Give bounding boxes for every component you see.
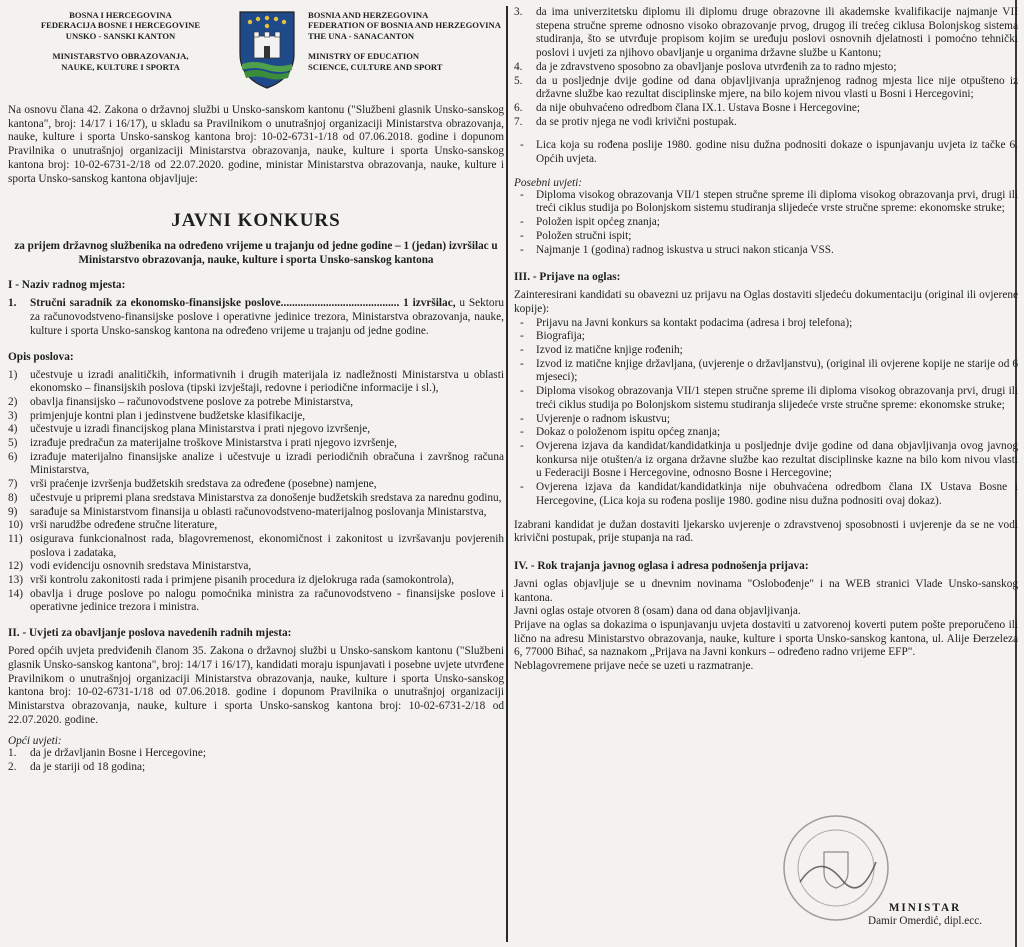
section-4-p1: Javni oglas objavljuje se u dnevnim novinama "Oslobođenje" i na WEB stranici Vlade Unsko-sanskog kantona. <box>514 577 1018 604</box>
list-item: 2. da je stariji od 18 godina; <box>8 761 146 774</box>
list-item: 8) učestvuje u pripremi plana sredstava Ministarstva za donošenje budžetskih sredstava za narednu godinu, <box>8 491 502 504</box>
list-item: - Biografija; <box>520 330 585 343</box>
list-item: 4. da je zdravstveno sposobno za obavljanje poslova utvrđenih za to radno mjesto; <box>514 60 897 73</box>
general-conditions-list <box>8 747 504 774</box>
list-item: - Položen stručni ispit; <box>520 229 632 242</box>
list-item: - Uvjerenje o radnom iskustvu; <box>520 412 670 425</box>
list-item: 3. da ima univerzitetsku diplomu ili diplomu druge obrazovne ili akademske kvalifikacije najmanje VII stepena stručne spreme odnosno visoko obrazovanje prvog, drugog ili trećeg ciklusa Bolonjskog sistema studiranja, što se utvrđuje propisom kojim se uređuju poslovi osnovnih djelatnosti i pomoćno tehnički poslovi i uvjeti za njihovo obavljanje u organima državne službe u Kantonu; <box>514 6 1018 60</box>
special-conditions-list <box>514 189 1018 258</box>
letterhead-right: BOSNIA AND HERZEGOVINA FEDERATION OF BOSNIA AND HERZEGOVINA THE UNA - SANACANTON MINISTRY OF EDUCATION SCIENCE, CULTURE AND SPORT <box>308 10 501 72</box>
position-description: u Sektoru za računovodstveno-finansijske poslove i operativne jedinice trezora, Ministarstva obrazovanja, nauke, kulture i sporta Unsko-sanskog kantona na određeno vrijeme u trajanju od jedne godine. <box>30 297 504 337</box>
document-title: JAVNI KONKURS <box>171 210 341 232</box>
signature-block <box>840 902 1010 928</box>
intro-paragraph: Na osnovu člana 42. Zakona o državnoj službi u Unsko-sanskom kantonu ("Službeni glasnik Unsko-sanskog kantona", broj: 14/17 i 16/17), u skladu sa Pravilnikom o unutrašnjoj organizaciji Ministarstva obrazovanja, nauke, kulture i sporta Unsko-sanskog kantona broj: 10-02-6731-1/18 od 07.06.2018. godine i dopunom Pravilnika o unutrašnjoj organizaciji Ministarstva obrazovanja, nauke, kulture i sporta Unsko-sanskog kantona broj: 10-02-6731-2/18 od 22.07.2020. godine, ministar Ministarstva obrazovanja, nauke, kulture i sporta Unsko-sanskog kantona objavljuje: <box>8 104 504 185</box>
list-item: 14) obavlja i druge poslove po nalogu pomoćnika ministra za računovodstveno - finansijske poslove i operativne jedinice trezora i ministra. <box>8 587 504 614</box>
note-block <box>514 139 1018 166</box>
list-item: 2) obavlja finansijsko – računovodstvene poslove za potrebe Ministarstva, <box>8 395 354 408</box>
list-item: 7) vrši praćenje izvršenja budžetskih sredstava za određene (posebne) namjene, <box>8 478 377 491</box>
list-item: 10) vrši narudžbe određene stručne literature, <box>8 519 218 532</box>
section-2-heading: II. - Uvjeti za obavljanje poslova navedenih radnih mjesta: <box>8 627 292 640</box>
general-conditions-heading: Opći uvjeti: <box>8 735 62 748</box>
position-item: 1. Stručni saradnik za ekonomsko-finansijske poslove.......................................... 1 izvršilac, u Sektoru za računovodstveno-finansijske poslove i operativne jedinice trezora, Ministarstva obrazovanja, nauke, kulture i sporta Unsko-sanskog kantona na određeno vrijeme u trajanju od jedne godine. <box>8 297 504 337</box>
section-3-heading: III. - Prijave na oglas: <box>514 271 621 284</box>
document-subtitle: za prijem državnog službenika na određeno vrijeme u trajanju od jedne godine – 1 (jedan) izvršilac u Ministarstvo obrazovanja, nauke, kulture i sporta Unsko-sanskog kantona <box>14 240 498 266</box>
letterhead <box>8 8 504 94</box>
list-item: - Izvod iz matične knjige državljana, (uvjerenje o državljanstvu), (original ili ovjerene kopije ne starije od 6 mjeseci); <box>520 357 1018 384</box>
list-item: - Ovjerena izjava da kandidat/kandidatkinja nije obuhvaćena odredbom člana IX Ustava Bosne i Hercegovine, (Lica koja su rođena poslije 1980. godine nisu dužna podnositi ovaj dokaz). <box>520 481 1018 507</box>
list-item: 7. da se protiv njega ne vodi krivični postupak. <box>514 115 737 128</box>
duties-list <box>8 369 504 616</box>
list-item: - Izvod iz matične knjige rođenih; <box>520 344 683 357</box>
special-conditions-heading: Posebni uvjeti: <box>514 176 583 189</box>
section-3-text: Zainteresirani kandidati su obavezni uz prijavu na Oglas dostaviti sljedeću dokumentaciju (original ili ovjerene kopije): <box>514 289 1018 315</box>
list-item: 9) sarađuje sa Ministarstvom finansija u oblasti računovodstveno-materijalnog poslovanja Ministarstva, <box>8 505 487 518</box>
section-1-heading: I - Naziv radnog mjesta: <box>8 279 126 292</box>
documents-list <box>514 317 1018 509</box>
duties-heading: Opis poslova: <box>8 350 74 363</box>
list-item: 3) primjenjuje kontni plan i jedinstvene budžetske klasifikacije, <box>8 409 306 422</box>
list-item: 13) vrši kontrolu zakonitosti rada i primjene pisanih procedura iz djelokruga rada (samokontrola), <box>8 574 455 587</box>
section-2-text: Pored općih uvjeta predviđenih članom 35. Zakona o državnoj službi u Unsko-sanskom kantonu ("Službeni glasnik Unsko-sanskog kantona", broj: 14/17 i 16/17), kandidati moraju ispunjavati i posebne uvjete utvrđene Pravilnikom o unutrašnjoj organizaciji Ministarstva obrazovanja, nauke, kulture i sporta Unsko-sanskog kantona broj: 10-02-6731-1/18 od 07.06.2018. godine i dopunom Pravilnika o unutrašnjoj organizaciji Ministarstva obrazovanja, nauke, kulture i sporta Unsko-sanskog kantona broj: 10-02-6731-2/18 od 22.07.2020. godine. <box>8 645 504 726</box>
right-column <box>514 6 1018 674</box>
position-title: Stručni saradnik za ekonomsko-finansijske poslove.......................................... 1 izvršilac, <box>30 297 456 310</box>
canton-coat-of-arms-icon <box>236 8 298 90</box>
column-divider <box>506 6 508 942</box>
list-item: - Položen ispit općeg znanja; <box>520 216 660 229</box>
health-note: Izabrani kandidat je dužan dostaviti ljekarsko uvjerenje o zdravstvenoj sposobnosti i uvjerenje da se ne vodi krivični postupak, prije stupanja na rad. <box>514 518 1018 545</box>
list-item: 4) učestvuje u izradi financijskog plana Ministarstva i prati njegovo izvršenje, <box>8 423 371 436</box>
list-item: - Prijavu na Javni konkurs sa kontakt podacima (adresa i broj telefona); <box>520 316 853 329</box>
list-item: 5) izrađuje predračun za materijalne troškove Ministarstva i prati njegovo izvršenje, <box>8 437 398 450</box>
list-item: 5. da u posljednje dvije godine od dana objavljivanja upražnjenog radnog mjesta lice nije otpušteno iz državne službe kao rezultat disciplinske mjere, na bilo kojem nivou vlasti u Bosni i Hercegovini; <box>514 74 1018 101</box>
signatory-name: Damir Omerdić, dipl.ecc. <box>867 915 982 927</box>
letterhead-left: BOSNA I HERCEGOVINA FEDERACIJA BOSNE I HERCEGOVINE UNSKO - SANSKI KANTON MINISTARSTVO OBRAZOVANJA, NAUKE, KULTURE I SPORTA <box>40 10 201 72</box>
signatory-role: MINISTAR <box>888 902 962 914</box>
general-conditions-list-cont <box>514 6 1018 129</box>
list-item: 1) učestvuje u izradi analitičkih, informativnih i drugih materijala iz nadležnosti Ministarstva u oblasti ekonomsko – finansijskih poslova (tipski izvještaji, redovne i periodične informacije i sl.), <box>8 368 504 395</box>
list-item: - Najmanje 1 (godina) radnog iskustva u struci nakon sticanja VSS. <box>520 243 834 256</box>
section-4-p3: Prijave na oglas sa dokazima o ispunjavanju uvjeta dostaviti u zatvorenoj koverti putem pošte preporučeno ili lično na adresu Ministarstvo obrazovanja, nauke, kulture i sporta Unsko-sanskog kantona, ul. Alije Đerzeleza 6, 77000 Bihać, sa naznakom „Prijava na Javni konkurs – određeno radno vrijeme EFP". <box>514 619 1018 659</box>
list-item: 1. da je državljanin Bosne i Hercegovine; <box>8 747 206 760</box>
list-item: 11) osigurava funkcionalnost rada, blagovremenost, ekonomičnost i zakonitost u izvršavanju povjerenih poslova i zadataka, <box>8 532 504 559</box>
list-item: - Diploma visokog obrazovanja VII/1 stepen stručne spreme ili diploma visokog obrazovanja prvi, drugi ili treći ciklus studija po Bolonjskom sistemu studiranja slijedeće vrste stručne spreme: ekonomske struke; <box>520 188 1018 215</box>
section-4-p2: Javni oglas ostaje otvoren 8 (osam) dana od dana objavljivanja. <box>514 605 801 618</box>
position-list <box>8 297 504 338</box>
list-item: - Ovjerena izjava da kandidat/kandidatkinja u posljednje dvije godine od dana objavljivanja ovog javnog konkursa nije otušten/a iz organa državne službe kao rezultat disciplinske kazne na bilo kom nivou vlasti u Federaciji Bosne i Hercegovine, odnosno Bosne i Hercegovine; <box>520 439 1018 480</box>
list-item: 6. da nije obuhvaćeno odredbom člana IX.1. Ustava Bosne i Hercegovine; <box>514 101 861 114</box>
section-4-p4: Neblagovremene prijave neće se uzeti u razmatranje. <box>514 660 754 673</box>
section-4-heading: IV. - Rok trajanja javnog oglasa i adresa podnošenja prijava: <box>514 559 809 572</box>
list-item: 6) izrađuje materijalno finansijske analize i učestvuje u izradi periodičnih obračuna i završnog računa Ministarstva, <box>8 450 504 477</box>
list-item: - Dokaz o položenom ispitu općeg znanja; <box>520 426 721 439</box>
list-item: - Diploma visokog obrazovanja VII/1 stepen stručne spreme ili diploma visokog obrazovanja prvi, drugi ili treći ciklus studija po Bolonjskom sistemu studiranja slijedeće vrste stručne spreme: ekonomske struke; <box>520 385 1018 411</box>
list-item: 12) vodi evidenciju osnovnih sredstava Ministarstva, <box>8 560 252 573</box>
note-item: - Lica koja su rođena poslije 1980. godine nisu dužna podnositi dokaze o ispunjavanju uvjeta iz tačke 6. Općih uvjeta. <box>520 139 1018 166</box>
left-column <box>8 8 504 775</box>
